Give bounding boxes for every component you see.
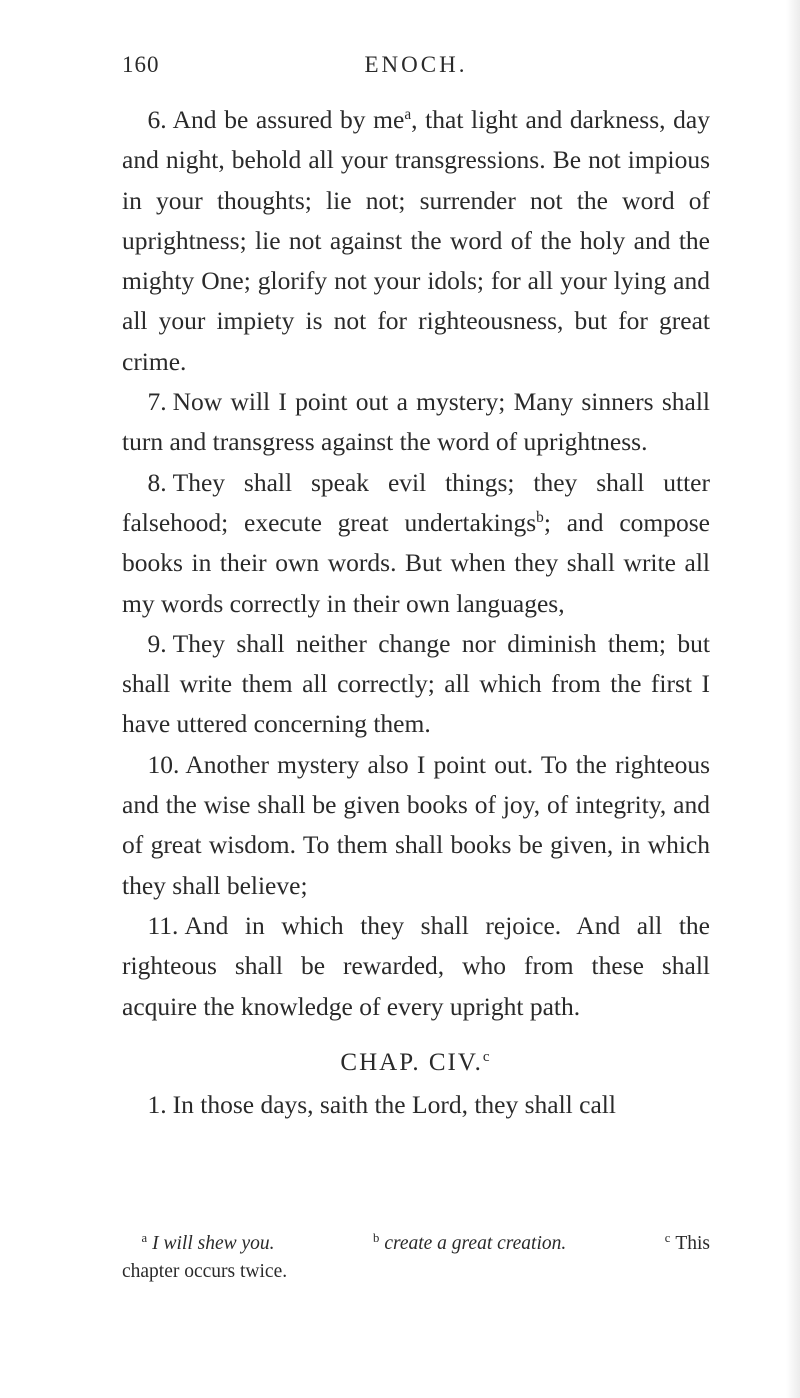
paragraph-10: [122, 745, 710, 906]
paragraph-9: [122, 624, 710, 745]
verse-text: They shall neither change nor diminish them; but shall write them all correctly; all which from the first I have uttered concerning them.: [122, 628, 710, 739]
footnote-marker-c: c: [482, 1048, 492, 1065]
footnote-c-continuation: chapter occurs twice.: [122, 1261, 288, 1282]
running-head: [122, 52, 710, 82]
footnote-line: [122, 1230, 710, 1258]
verse-text: Now will I point out a mystery; Many sinners shall turn and transgress against the word of uprightness.: [122, 387, 710, 457]
verse-text: And be assured by me: [172, 105, 405, 134]
footnote-text: This: [675, 1233, 710, 1254]
verse-text: In those days, saith the Lord, they shall call: [172, 1090, 616, 1120]
verse-text: They shall speak evil things; they shall utter falsehood; execute great undertakings: [122, 467, 710, 537]
page-number: 160: [122, 52, 160, 77]
verse-number: 1.: [147, 1090, 167, 1120]
chapter-paragraph-1: [122, 1085, 710, 1125]
paragraph-8: [122, 463, 710, 624]
chapter-heading: [122, 1043, 710, 1083]
verse-number: 10.: [147, 749, 180, 779]
paragraph-11: [122, 906, 710, 1027]
verse-text: , that light and darkness, day and night, behold all your transgressions. Be not impious in your thoughts; lie not; surrender not the word of uprightness; lie not against the word of the holy and the mighty One; glorify not your idols; for all your lying and all your impiety is not for righteousness, but for great crime.: [122, 105, 710, 376]
verse-number: 9.: [147, 628, 167, 658]
page-edge-shadow: [786, 0, 800, 1398]
footnote-marker-a: a: [404, 105, 412, 123]
footnote-marker: b: [372, 1231, 380, 1246]
footnote-c: [665, 1230, 710, 1258]
footnote-marker: c: [664, 1231, 671, 1246]
footnote-marker: a: [141, 1231, 148, 1246]
footnotes: [122, 1230, 710, 1286]
body-text: [122, 100, 710, 1125]
running-title: ENOCH.: [364, 52, 468, 77]
chapter-title: CHAP. CIV.: [340, 1048, 483, 1076]
verse-number: 8.: [147, 467, 167, 497]
paragraph-6: [122, 100, 710, 382]
verse-text: Another mystery also I point out. To the righteous and the wise shall be given books of joy, of integrity, and of great wisdom. To them shall books be given, in which they shall believe;: [122, 749, 710, 900]
verse-text: And in which they shall rejoice. And all the righteous shall be rewarded, who from these shall acquire the knowledge of every upright path.: [122, 910, 710, 1021]
paragraph-7: [122, 382, 710, 463]
footnote-marker-b: b: [536, 508, 544, 526]
verse-number: 6.: [147, 105, 167, 134]
footnote-text: I will shew you.: [152, 1233, 275, 1254]
footnote-b: [373, 1230, 566, 1258]
verse-number: 7.: [147, 387, 167, 417]
footnote-text: create a great creation.: [384, 1233, 567, 1254]
footnote-a: [122, 1230, 275, 1258]
verse-text: ; and compose books in their own words. But when they shall write all my words correctly in their own languages,: [122, 507, 710, 618]
verse-number: 11.: [147, 910, 179, 940]
